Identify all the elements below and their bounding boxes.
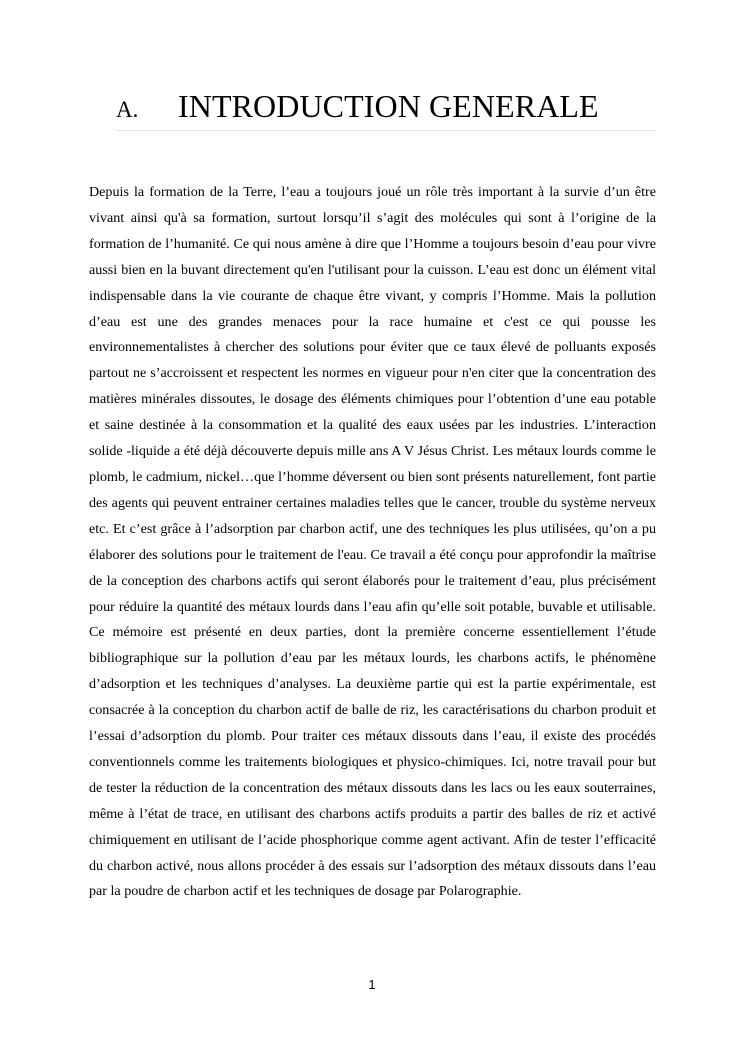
page-number: 1 [368, 977, 376, 992]
section-number: A. [116, 97, 139, 122]
section-title: INTRODUCTION GENERALE [178, 88, 599, 124]
body-paragraph: Depuis la formation de la Terre, l’eau a toujours joué un rôle très important à la survie d’un être vivant ainsi qu'à sa formation, surtout lorsqu’il s’agit des molécules qui sont à l’origine de la formation de l’humanité. Ce qui nous amène à dire que l’Homme a toujours besoin d’eau pour vivre aussi bien en la buvant directement qu'en l'utilisant pour la cuisson. L’eau est donc un élément vital indispensable dans la vie courante de chaque être vivant, y compris l’Homme. Mais la pollution d’eau est une des grandes menaces pour la race humaine et c'est ce qui pousse les environnementalistes à chercher des solutions pour éviter que ce taux élevé de polluants exposés partout ne s’accroissent et respectent les normes en vigueur pour n'en citer que la concentration des matières minérales dissoutes, le dosage des éléments chimiques pour l’obtention d’une eau potable et saine destinée à la consommation et la qualité des eaux usées par les industries. L’interaction solide -liquide a été déjà découverte depuis mille ans A V Jésus Christ. Les métaux lourds comme le plomb, le cadmium, nickel…que l’homme déversent ou bien sont présents naturellement, font partie des agents qui peuvent entrainer certaines maladies telles que le cancer, trouble du système nerveux etc. Et c’est grâce à l’adsorption par charbon actif, une des techniques les plus utilisées, qu’on a pu élaborer des solutions pour le traitement de l'eau. Ce travail a été conçu pour approfondir la maîtrise de la conception des charbons actifs qui seront élaborés pour le traitement d’eau, plus précisément pour réduire la quantité des métaux lourds dans l’eau afin qu’elle soit potable, buvable et utilisable. Ce mémoire est présenté en deux parties, dont la première concerne essentiellement l’étude bibliographique sur la pollution d’eau par les métaux lourds, les charbons actifs, le phénomène d’adsorption et les techniques d’analyses. La deuxième partie qui est la partie expérimentale, est consacrée à la conception du charbon actif de balle de riz, les caractérisations du charbon produit et l’essai d’adsorption du plomb. Pour traiter ces métaux dissouts dans l’eau, il existe des procédés conventionnels comme les traitements biologiques et physico-chimiques. Ici, notre travail pour but de tester la réduction de la concentration des métaux dissouts dans les lacs ou les eaux souterraines, même à l’état de trace, en utilisant des charbons actifs produits a partir des balles de riz et activé chimiquement en utilisant de l’acide phosphorique comme agent activant. Afin de tester l’efficacité du charbon activé, nous allons procéder à des essais sur l’adsorption des métaux dissouts dans l’eau par la poudre de charbon actif et les techniques de dosage par Polarographie. [89, 184, 656, 900]
section-heading [116, 88, 656, 131]
